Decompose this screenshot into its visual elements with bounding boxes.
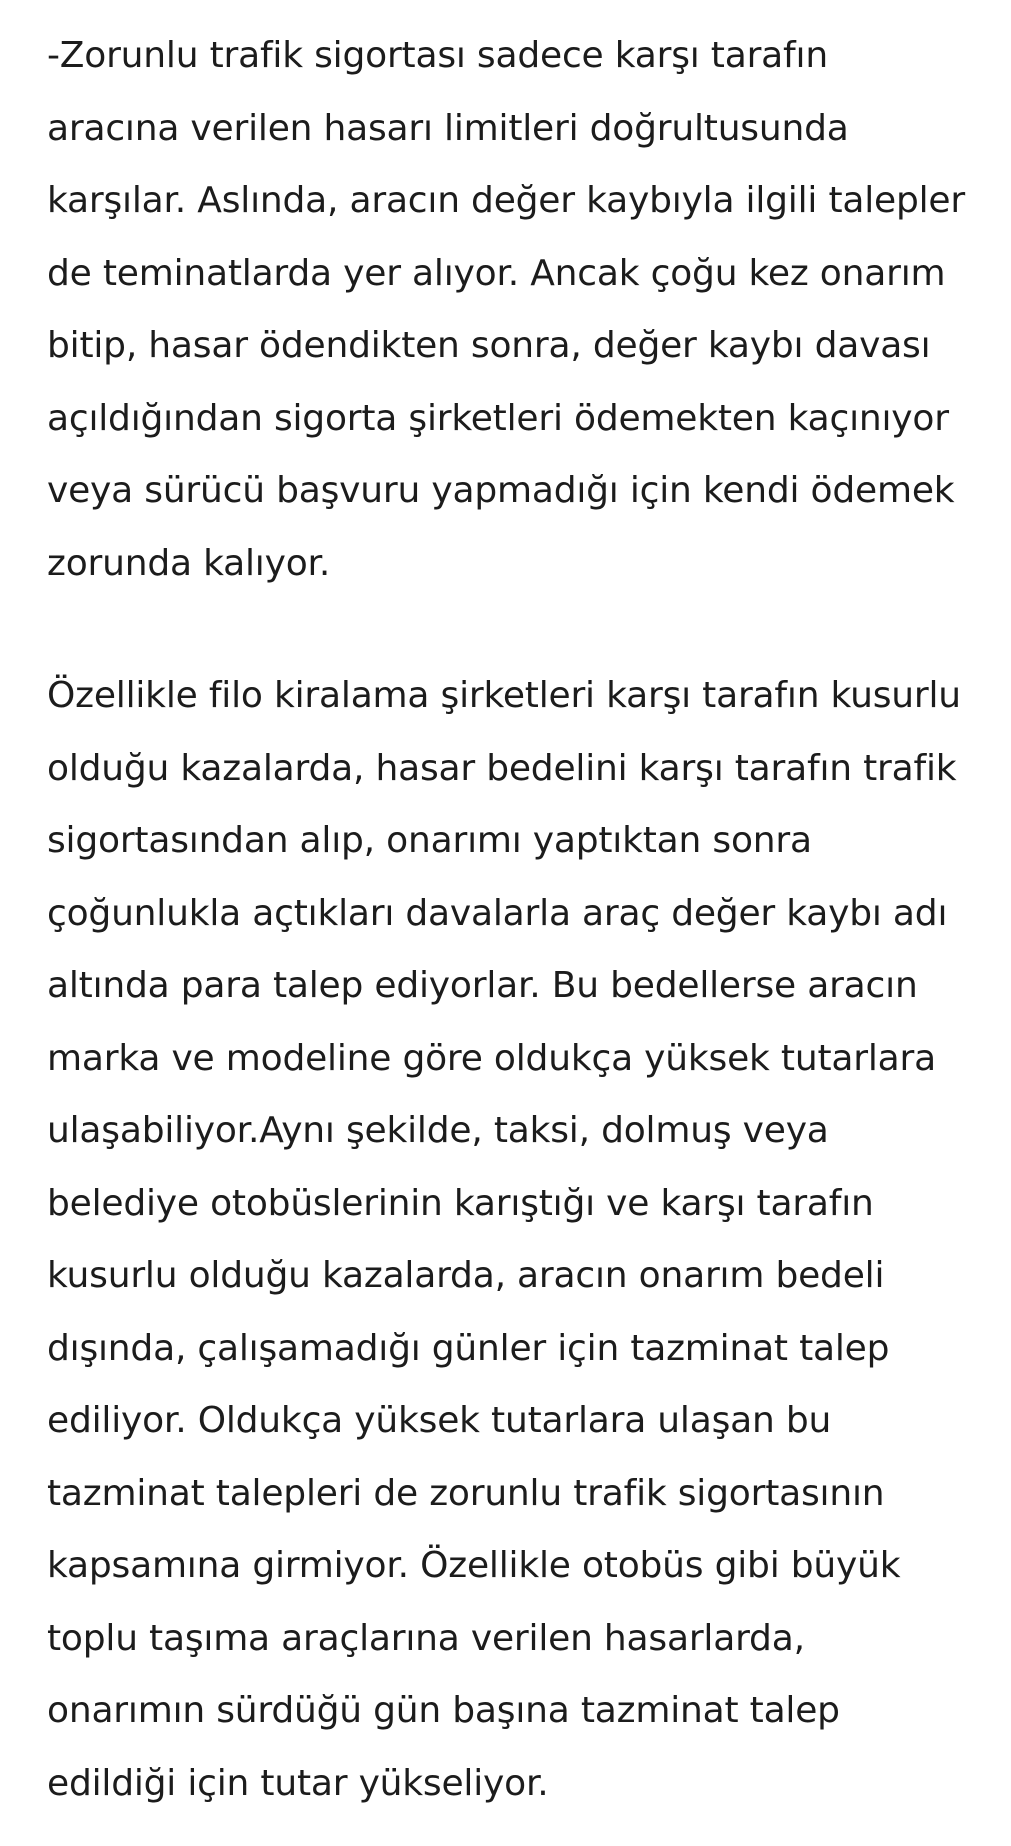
paragraph-1: -Zorunlu trafik sigortası sadece karşı tarafın aracına verilen hasarı limitleri doğrultusunda karşılar. Aslında, aracın değer kaybıyla ilgili talepler de teminatlarda yer alıyor. Ancak çoğu kez onarım bitip, hasar ödendikten sonra, değer kaybı davası açıldığından sigorta şirketleri ödemekten kaçınıyor veya sürücü başvuru yapmadığı için kendi ödemek zorunda kalıyor. (47, 35, 965, 584)
paragraph-2: Özellikle filo kiralama şirketleri karşı tarafın kusurlu olduğu kazalarda, hasar bedelini karşı tarafın trafik sigortasından alıp, onarımı yaptıktan sonra çoğunlukla açtıkları davalarla araç değer kaybı adı altında para talep ediyorlar. Bu bedellerse aracın marka ve modeline göre oldukça yüksek tutarlara ulaşabiliyor.Aynı şekilde, taksi, dolmuş veya belediye otobüslerinin karıştığı ve karşı tarafın kusurlu olduğu kazalarda, aracın onarım bedeli dışında, çalışamadığı günler için tazminat talep ediliyor. Oldukça yüksek tutarlara ulaşan bu tazminat talepleri de zorunlu trafik sigortasının kapsamına girmiyor. Özellikle otobüs gibi büyük toplu taşıma araçlarına verilen hasarlarda, onarımın sürdüğü gün başına tazminat talep edildiği için tutar yükseliyor. (47, 675, 961, 1804)
